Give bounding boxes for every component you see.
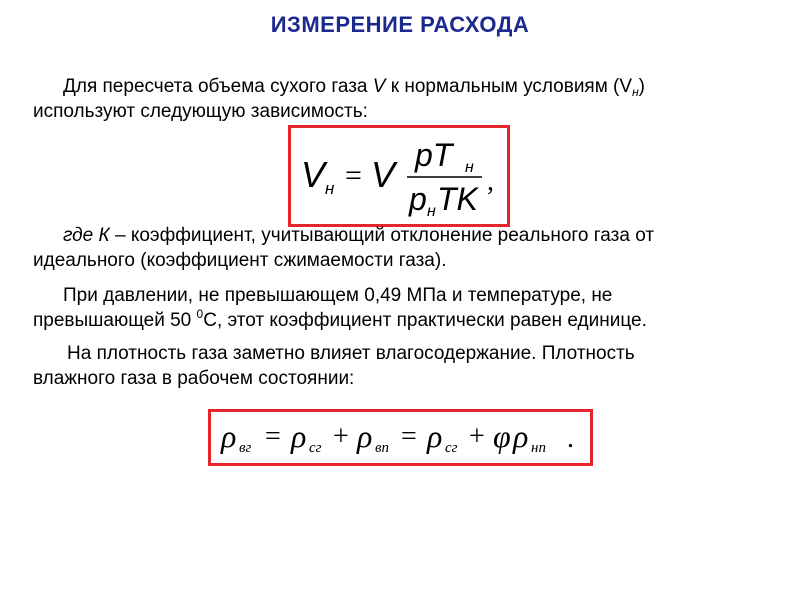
pressure-line2-b: С, этот коэффициент практически равен единице.: [203, 310, 647, 331]
f2-eq2: =: [401, 421, 417, 452]
formula-volume-box: [288, 125, 510, 227]
f1-eq: =: [345, 159, 362, 192]
intro-text-b: к нормальным условиям (V: [385, 76, 633, 97]
formula-density: [211, 412, 590, 463]
paragraph-density: [33, 341, 773, 391]
f1-den-sub: н: [427, 203, 436, 220]
page-title: ИЗМЕРЕНИЕ РАСХОДА: [270, 12, 530, 37]
pressure-line1: При давлении, не превышающем 0,49 МПа и температуре, не: [63, 285, 613, 306]
density-line2: влажного газа в рабочем состоянии:: [33, 368, 355, 389]
f1-den-rest: TK: [437, 181, 478, 217]
intro-text-a: Для пересчета объема сухого газа: [63, 76, 373, 97]
f1-num-sub: н: [465, 159, 474, 176]
f1-den-p: p: [409, 181, 427, 217]
formula-density-box: [208, 409, 593, 466]
f2-plus1: +: [333, 421, 349, 452]
paragraph-intro: [33, 74, 773, 124]
f2-rho-3: ρ: [357, 418, 373, 454]
k-text-a: где К: [63, 225, 110, 246]
f2-sub-vg: вг: [239, 440, 252, 456]
intro-text-c: ): [638, 76, 645, 97]
f2-phi: φ: [493, 418, 511, 454]
f2-dot: .: [567, 423, 574, 454]
f2-sub-vp: вп: [375, 440, 390, 456]
f2-rho-1: ρ: [221, 418, 237, 454]
formula-volume: [291, 128, 507, 224]
intro-var-v: V: [372, 76, 386, 97]
pressure-sup: 0: [196, 307, 204, 321]
paragraph-k: [33, 223, 773, 273]
f2-plus2: +: [469, 421, 485, 452]
f1-num: pT: [415, 137, 453, 173]
f2-sub-np: нп: [531, 440, 546, 456]
f2-eq1: =: [265, 421, 281, 452]
f1-comma: ,: [487, 166, 494, 197]
f2-rho-2: ρ: [291, 418, 307, 454]
f1-lhs-sub: н: [325, 179, 335, 198]
f2-rho-5: ρ: [513, 418, 529, 454]
paragraph-pressure: [33, 283, 773, 333]
f1-v: V: [371, 154, 396, 195]
pressure-line2-a: превышающей 50: [33, 310, 197, 331]
intro-line2: используют следующую зависимость:: [33, 101, 368, 122]
f2-sub-sg: сг: [309, 440, 322, 456]
f2-rho-4: ρ: [427, 418, 443, 454]
density-line1: На плотность газа заметно влияет влагосодержание. Плотность: [67, 343, 635, 364]
k-text-b: – коэффициент, учитывающий отклонение реального газа от: [109, 225, 655, 246]
f2-sub-sg2: сг: [445, 440, 458, 456]
k-line2: идеального (коэффициент сжимаемости газа).: [33, 250, 447, 271]
intro-sub-n: н: [632, 85, 639, 99]
f1-lhs-v: V: [301, 154, 326, 195]
